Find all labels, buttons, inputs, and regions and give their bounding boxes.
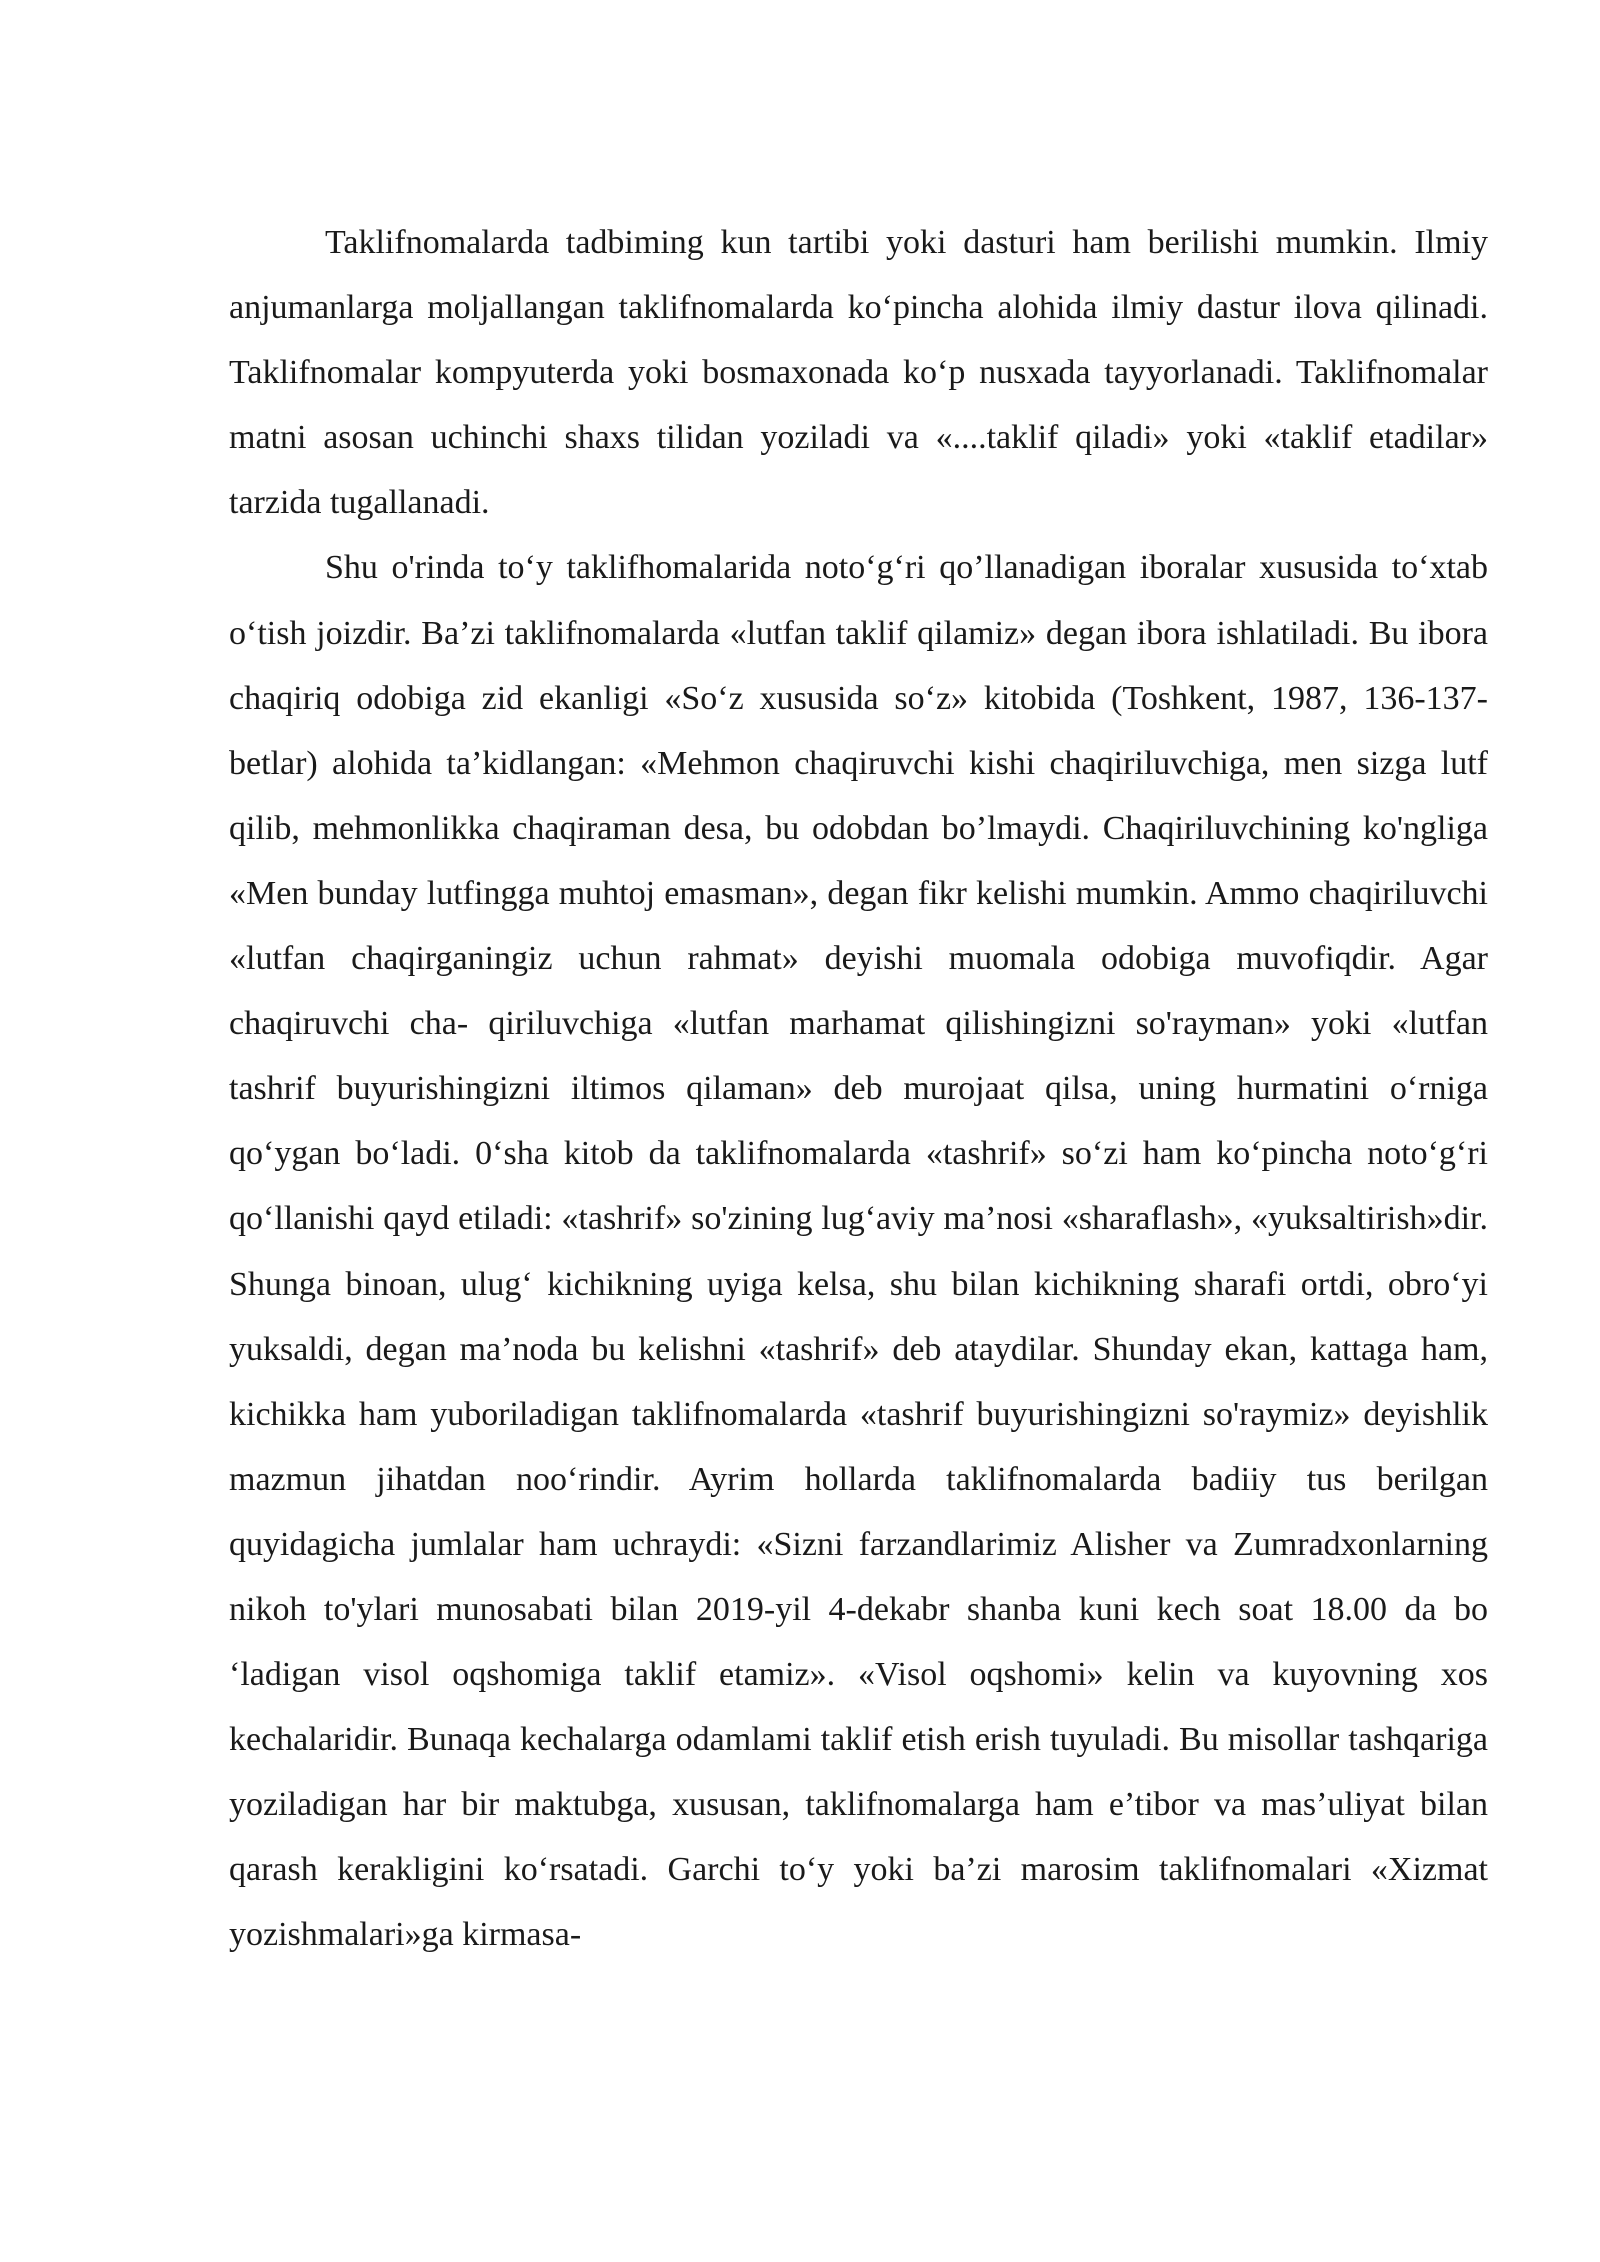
paragraph-invitation-program: Taklifnomalarda tadbiming kun tartibi yoki dasturi ham berilishi mumkin. Ilmiy anjumanlarga moljallangan taklifnomalarda ko‘pincha alohida ilmiy dastur ilova qilinadi. Taklifnomalar kompyuterda yoki bosmaxonada ko‘p nusxada tayyorlanadi. Taklifnomalar matni asosan uchinchi shaxs tilidan yoziladi va «....taklif qiladi» yoki «taklif etadilar» tarzida tugallanadi. — [229, 224, 1488, 522]
paragraph-wedding-invitation-phrases: Shu o'rinda to‘y taklifhomalarida noto‘g‘ri qo’llanadigan iboralar xususida to‘xtab o‘tish joizdir. Ba’zi taklifnomalarda «lutfan taklif qilamiz» degan ibora ishlatiladi. Bu ibora chaqiriq odobiga zid ekanligi «So‘z xususida so‘z» kitobida (Toshkent, 1987, 136-137-betlar) alohida ta’kidlangan: «Mehmon chaqiruvchi kishi chaqiriluvchiga, men sizga lutf qilib, mehmonlikka chaqiraman desa, bu odobdan bo’lmaydi. Chaqiriluvchining ko'ngliga «Men bunday lutfingga muhtoj emasman», degan fikr kelishi mumkin. Ammo chaqiriluvchi «lutfan chaqirganingiz uchun rahmat» deyishi muomala odobiga muvofiqdir. Agar chaqiruvchi cha- qiriluvchiga «lutfan marhamat qilishingizni so'rayman» yoki «lutfan tashrif buyurishingizni iltimos qilaman» deb murojaat qilsa, uning hurmatini o‘rniga qo‘ygan bo‘ladi. 0‘sha kitob da taklifnomalarda «tashrif» so‘zi ham ko‘pincha noto‘g‘ri qo‘llanishi qayd etiladi: «tashrif» so'zining lug‘aviy ma’nosi «sharaflash», «yuksaltirish»dir. Shunga binoan, ulug‘ kichikning uyiga kelsa, shu bilan kichikning sharafi ortdi, obro‘yi yuksaldi, degan ma’noda bu kelishni «tashrif» deb ataydilar. Shunday ekan, kattaga ham, kichikka ham yuboriladigan taklifnomalarda «tashrif buyurishingizni so'raymiz» deyishlik mazmun jihatdan noo‘rindir. Ayrim hollarda taklifnomalarda badiiy tus berilgan quyidagicha jumlalar ham uchraydi: «Sizni farzandlarimiz Alisher va Zumradxonlarning nikoh to'ylari munosabati bilan 2019-yil 4-dekabr shanba kuni kech soat 18.00 da bo ‘ladigan visol oqshomiga taklif etamiz». «Visol oqshomi» kelin va kuyovning xos kechalaridir. Bunaqa kechalarga odamlami taklif etish erish tuyuladi. Bu misollar tashqariga yoziladigan har bir maktubga, xususan, taklifnomalarga ham e’tibor va mas’uliyat bilan qarash kerakligini ko‘rsatadi. Garchi to‘y yoki ba’zi marosim taklifnomalari «Xizmat yozishmalari»ga kirmasa- — [229, 549, 1488, 1954]
document-body — [229, 210, 1488, 1968]
